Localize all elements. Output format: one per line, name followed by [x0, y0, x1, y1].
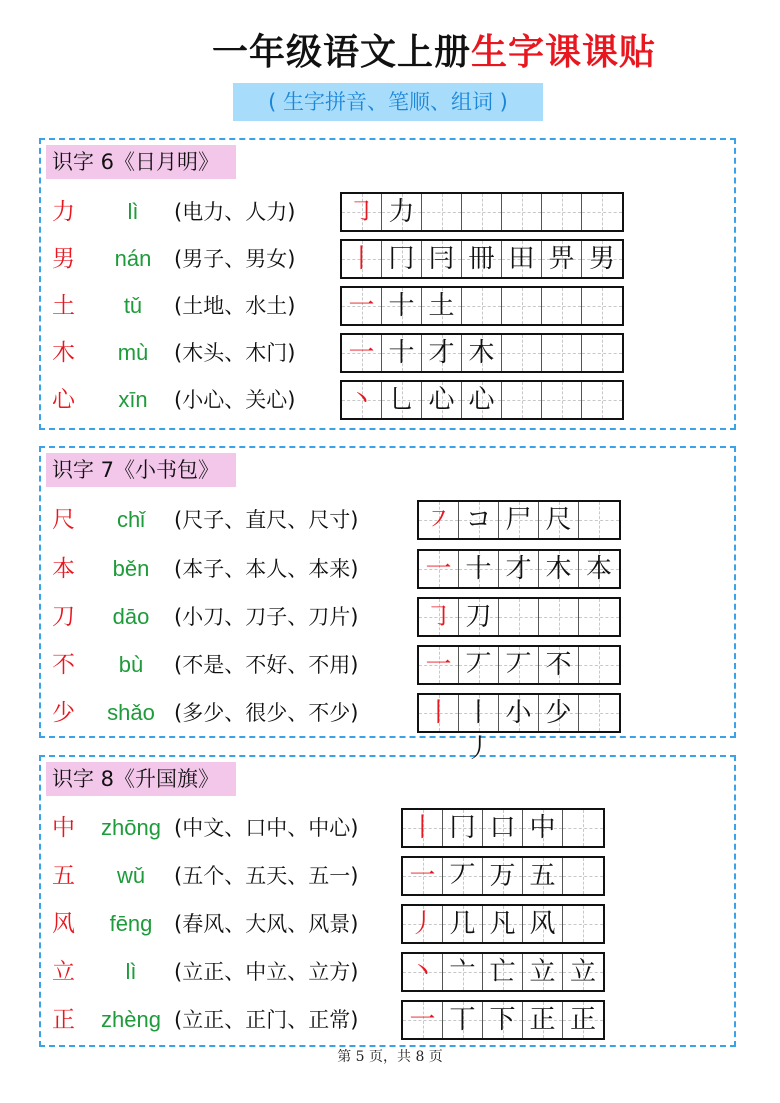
character: 刀 [52, 604, 75, 630]
pinyin: xīn [118, 387, 148, 412]
stroke-cell: ㇆ [419, 599, 459, 635]
stroke-cell: 正 [523, 1002, 563, 1038]
stroke-cell: 冃 [422, 241, 462, 277]
pinyin: tǔ [123, 293, 143, 318]
stroke-cell: 尸 [499, 502, 539, 538]
char-row [41, 597, 734, 637]
stroke-cell: 十 [382, 335, 422, 371]
stroke-cell: 才 [499, 551, 539, 587]
lesson-section-7 [39, 446, 736, 764]
stroke-cell: 乚 [382, 382, 422, 418]
pinyin: wǔ [116, 863, 146, 888]
example-words: (多少、很少、不少) [174, 701, 359, 725]
stroke-cell: 一 [342, 288, 382, 324]
stroke-cell: 心 [462, 382, 502, 418]
example-words: (中文、口中、中心) [174, 816, 359, 840]
stroke-cell: 刀 [459, 599, 499, 635]
stroke-cell: 立 [563, 954, 603, 990]
example-words: (尺子、直尺、尺寸) [174, 508, 359, 532]
page-title [212, 28, 656, 78]
stroke-cell: 木 [539, 551, 579, 587]
pinyin: bù [118, 652, 144, 677]
pinyin: zhōng [101, 815, 161, 840]
character: 心 [52, 387, 75, 413]
stroke-cell [502, 194, 542, 230]
pinyin: zhèng [101, 1007, 161, 1032]
char-row [41, 549, 734, 589]
stroke-cell: 丶 [403, 954, 443, 990]
stroke-grid [340, 380, 624, 420]
stroke-cell: 口 [483, 810, 523, 846]
stroke-cell [582, 335, 622, 371]
title-main: 一年级语文上册 [212, 32, 472, 73]
stroke-cell [579, 599, 619, 635]
stroke-cell: 冂 [443, 810, 483, 846]
stroke-cell [582, 288, 622, 324]
stroke-cell: 丿 [403, 906, 443, 942]
stroke-cell: 丨 [403, 810, 443, 846]
stroke-grid [417, 500, 621, 540]
lesson-section-6 [39, 138, 736, 430]
stroke-cell [582, 194, 622, 230]
char-row [41, 952, 734, 992]
stroke-grid [417, 693, 621, 764]
stroke-cell: ㇆ [342, 194, 382, 230]
pinyin: lì [127, 199, 139, 224]
stroke-cell: 才 [422, 335, 462, 371]
character: 风 [52, 911, 75, 937]
stroke-cell: 亡 [483, 954, 523, 990]
stroke-cell [542, 382, 582, 418]
stroke-cell: 少 [539, 695, 579, 731]
example-words: (电力、人力) [174, 200, 296, 224]
stroke-cell [422, 194, 462, 230]
stroke-cell: 亠 [443, 954, 483, 990]
example-words: (本子、本人、本来) [174, 557, 359, 581]
char-row [41, 286, 734, 326]
stroke-cell: 不 [539, 647, 579, 683]
char-row [41, 333, 734, 373]
stroke-cell [502, 382, 542, 418]
char-row [41, 239, 734, 279]
character: 立 [52, 959, 75, 985]
stroke-cell: 田 [502, 241, 542, 277]
pinyin: nán [114, 246, 152, 271]
stroke-cell: 一 [342, 335, 382, 371]
stroke-grid [401, 904, 605, 944]
character: 本 [52, 556, 75, 582]
char-row [41, 192, 734, 232]
character: 男 [52, 246, 75, 272]
example-words: (不是、不好、不用) [174, 653, 359, 677]
char-row [41, 904, 734, 944]
character: 木 [52, 340, 75, 366]
stroke-cell: 本 [579, 551, 619, 587]
stroke-cell: 畀 [542, 241, 582, 277]
stroke-cell [499, 599, 539, 635]
stroke-cell [579, 695, 619, 731]
stroke-cell: 中 [523, 810, 563, 846]
example-words: (小刀、刀子、刀片) [174, 605, 359, 629]
example-words: (木头、木门) [174, 341, 296, 365]
char-row [41, 693, 734, 764]
stroke-cell [462, 194, 502, 230]
stroke-cell [579, 647, 619, 683]
stroke-cell [579, 502, 619, 538]
char-row [41, 808, 734, 848]
section-title: 识字 6《日月明》 [46, 145, 236, 179]
character: 中 [52, 815, 75, 841]
stroke-cell: 尺 [539, 502, 579, 538]
stroke-cell [563, 906, 603, 942]
character: 正 [52, 1007, 75, 1033]
stroke-cell: 十 [459, 551, 499, 587]
stroke-cell: 丅 [443, 1002, 483, 1038]
example-words: (春风、大风、风景) [174, 912, 359, 936]
stroke-cell: 丶 [342, 382, 382, 418]
pinyin: fēng [109, 911, 153, 936]
character: 五 [52, 863, 75, 889]
stroke-cell [539, 599, 579, 635]
page-footer: 第 5 页，共 8 页 [337, 1049, 443, 1065]
subtitle-banner: ( 生字拼音、笔顺、组词 ) [233, 83, 543, 121]
stroke-cell: 木 [462, 335, 502, 371]
example-words: (小心、关心) [174, 388, 296, 412]
section-title: 识字 7《小书包》 [46, 453, 236, 487]
char-row [41, 645, 734, 685]
stroke-cell: 正 [563, 1002, 603, 1038]
stroke-cell: 土 [422, 288, 462, 324]
char-row [41, 500, 734, 540]
example-words: (男子、男女) [174, 247, 296, 271]
stroke-grid [401, 952, 605, 992]
stroke-grid [340, 286, 624, 326]
stroke-cell: 丆 [459, 647, 499, 683]
stroke-cell: コ [459, 502, 499, 538]
character: 少 [52, 700, 75, 726]
stroke-cell: 一 [403, 858, 443, 894]
stroke-grid [401, 808, 605, 848]
stroke-cell: 下 [483, 1002, 523, 1038]
stroke-grid [401, 856, 605, 896]
stroke-cell [582, 382, 622, 418]
stroke-cell: 小 [499, 695, 539, 731]
stroke-cell [542, 335, 582, 371]
char-row [41, 856, 734, 896]
stroke-cell: 冂 [382, 241, 422, 277]
stroke-cell: 力 [382, 194, 422, 230]
pinyin: dāo [112, 604, 150, 629]
character: 尺 [52, 507, 75, 533]
stroke-cell: 凡 [483, 906, 523, 942]
example-words: (立正、正门、正常) [174, 1008, 359, 1032]
stroke-cell [462, 288, 502, 324]
example-words: (土地、水土) [174, 294, 296, 318]
pinyin: shǎo [107, 700, 155, 725]
stroke-cell: 丨丿 [459, 695, 499, 731]
stroke-cell: 五 [523, 858, 563, 894]
stroke-cell: 丨 [342, 241, 382, 277]
pinyin: lì [125, 959, 137, 984]
stroke-cell: 一 [419, 551, 459, 587]
stroke-cell [542, 194, 582, 230]
stroke-cell: ㇇ [419, 502, 459, 538]
stroke-cell [542, 288, 582, 324]
character: 土 [52, 293, 75, 319]
stroke-cell: 立 [523, 954, 563, 990]
stroke-cell: 丆 [499, 647, 539, 683]
stroke-grid [340, 239, 624, 279]
section-title: 识字 8《升国旗》 [46, 762, 236, 796]
title-highlight: 生字课课贴 [471, 32, 657, 73]
pinyin: chǐ [116, 507, 146, 532]
stroke-grid [401, 1000, 605, 1040]
stroke-grid [417, 645, 621, 685]
pinyin: mù [117, 340, 149, 365]
stroke-cell: 丆 [443, 858, 483, 894]
character: 力 [52, 199, 75, 225]
stroke-cell: 风 [523, 906, 563, 942]
stroke-cell: 一 [403, 1002, 443, 1038]
stroke-cell [563, 858, 603, 894]
stroke-cell: 心 [422, 382, 462, 418]
example-words: (五个、五天、五一) [174, 864, 359, 888]
stroke-grid [417, 597, 621, 637]
stroke-cell: 十 [382, 288, 422, 324]
stroke-cell: 一 [419, 647, 459, 683]
example-words: (立正、中立、立方) [174, 960, 359, 984]
stroke-cell [502, 288, 542, 324]
stroke-cell: 万 [483, 858, 523, 894]
stroke-cell: 丨 [419, 695, 459, 731]
stroke-grid [340, 192, 624, 232]
char-row [41, 1000, 734, 1040]
stroke-cell [563, 810, 603, 846]
stroke-cell: 几 [443, 906, 483, 942]
char-row [41, 380, 734, 420]
stroke-cell [502, 335, 542, 371]
stroke-grid [417, 549, 621, 589]
stroke-cell: 冊 [462, 241, 502, 277]
lesson-section-8 [39, 755, 736, 1047]
character: 不 [52, 652, 75, 678]
stroke-grid [340, 333, 624, 373]
pinyin: běn [112, 556, 150, 581]
stroke-cell: 男 [582, 241, 622, 277]
